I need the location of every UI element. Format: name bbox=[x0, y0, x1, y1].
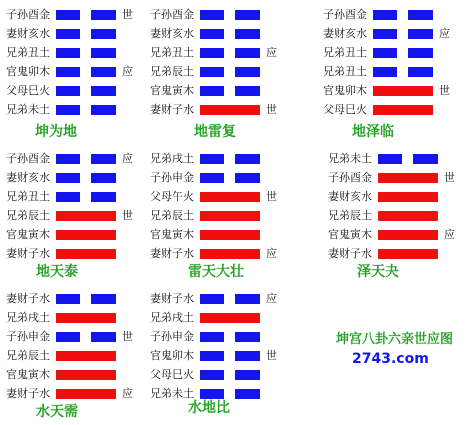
shi-ying-mark: 应 bbox=[444, 228, 455, 241]
hexagram-line bbox=[6, 309, 146, 329]
hexagram-name: 雷天大壮 bbox=[188, 264, 244, 280]
yin-line-bar-right bbox=[235, 389, 260, 399]
hexagram-line bbox=[150, 150, 290, 170]
yin-line-bar-left bbox=[200, 154, 224, 164]
yin-line-bar-left bbox=[200, 67, 224, 77]
hexagram-line bbox=[328, 207, 468, 227]
shi-ying-mark: 应 bbox=[122, 65, 133, 78]
line-label: 兄弟辰土 bbox=[328, 209, 372, 222]
yin-line-bar-left bbox=[56, 67, 80, 77]
yin-line-bar-left bbox=[378, 154, 402, 164]
yin-line-bar-left bbox=[56, 173, 80, 183]
hexagram-line bbox=[6, 44, 146, 64]
yin-line-bar-right bbox=[235, 294, 260, 304]
shi-ying-mark: 应 bbox=[122, 152, 133, 165]
yin-line-bar-left bbox=[200, 351, 224, 361]
line-label: 官鬼卯木 bbox=[150, 349, 194, 362]
line-label: 子孙申金 bbox=[150, 171, 194, 184]
yin-line-bar-left bbox=[200, 86, 224, 96]
yang-line-bar bbox=[56, 249, 116, 259]
hexagram-line bbox=[150, 188, 290, 208]
yin-line-bar-left bbox=[56, 48, 80, 58]
shi-ying-mark: 世 bbox=[266, 103, 277, 116]
yin-line-bar-right bbox=[408, 67, 433, 77]
yin-line-bar-left bbox=[56, 105, 80, 115]
hexagram-line bbox=[150, 25, 290, 45]
line-label: 官鬼寅木 bbox=[328, 228, 372, 241]
line-label: 兄弟辰土 bbox=[6, 209, 50, 222]
yin-line-bar-right bbox=[235, 29, 260, 39]
yin-line-bar-right bbox=[235, 370, 260, 380]
yin-line-bar-right bbox=[235, 67, 260, 77]
line-label: 兄弟戌土 bbox=[6, 311, 50, 324]
line-label: 兄弟戌土 bbox=[150, 311, 194, 324]
line-label: 兄弟丑土 bbox=[150, 46, 194, 59]
hexagram-line bbox=[150, 169, 290, 189]
hexagram-line bbox=[6, 188, 146, 208]
hexagram-line bbox=[150, 101, 290, 121]
shi-ying-mark: 应 bbox=[122, 387, 133, 400]
line-label: 官鬼寅木 bbox=[6, 228, 50, 241]
yang-line-bar bbox=[200, 211, 260, 221]
hexagram-line bbox=[150, 245, 290, 265]
hexagram-name: 水天需 bbox=[36, 404, 78, 420]
yin-line-bar-left bbox=[373, 67, 397, 77]
hexagram-line bbox=[6, 63, 146, 83]
hexagram-line bbox=[6, 25, 146, 45]
hexagram-line bbox=[328, 245, 468, 265]
yin-line-bar-left bbox=[200, 48, 224, 58]
hexagram-line bbox=[6, 150, 146, 170]
yin-line-bar-right bbox=[91, 10, 116, 20]
line-label: 兄弟辰土 bbox=[150, 65, 194, 78]
yin-line-bar-right bbox=[235, 154, 260, 164]
hexagram-name: 坤为地 bbox=[35, 124, 77, 140]
yang-line-bar bbox=[56, 351, 116, 361]
yin-line-bar-right bbox=[408, 29, 433, 39]
shi-ying-mark: 世 bbox=[266, 190, 277, 203]
line-label: 官鬼寅木 bbox=[6, 368, 50, 381]
yin-line-bar-right bbox=[408, 10, 433, 20]
hexagram-line bbox=[6, 347, 146, 367]
hexagram-line bbox=[6, 290, 146, 310]
hexagram-line bbox=[6, 245, 146, 265]
line-label: 官鬼寅木 bbox=[150, 84, 194, 97]
yang-line-bar bbox=[200, 192, 260, 202]
yang-line-bar bbox=[373, 86, 433, 96]
yang-line-bar bbox=[200, 313, 260, 323]
hexagram-line bbox=[323, 63, 463, 83]
line-label: 兄弟丑土 bbox=[6, 190, 50, 203]
line-label: 子孙酉金 bbox=[323, 8, 367, 21]
yin-line-bar-left bbox=[56, 332, 80, 342]
line-label: 父母午火 bbox=[150, 190, 194, 203]
hexagram-line bbox=[6, 328, 146, 348]
hexagram-line bbox=[150, 347, 290, 367]
line-label: 官鬼寅木 bbox=[150, 228, 194, 241]
hexagram-line bbox=[323, 44, 463, 64]
yang-line-bar bbox=[200, 249, 260, 259]
line-label: 子孙酉金 bbox=[6, 152, 50, 165]
yin-line-bar-left bbox=[200, 389, 224, 399]
yin-line-bar-right bbox=[413, 154, 438, 164]
hexagram-name: 地天泰 bbox=[36, 264, 78, 280]
yang-line-bar bbox=[200, 105, 260, 115]
hexagram-line bbox=[150, 328, 290, 348]
hexagram-line bbox=[150, 6, 290, 26]
site-label: 2743.com bbox=[352, 351, 429, 367]
yang-line-bar bbox=[56, 313, 116, 323]
line-label: 妻财子水 bbox=[6, 387, 50, 400]
shi-ying-mark: 世 bbox=[439, 84, 450, 97]
yin-line-bar-left bbox=[56, 10, 80, 20]
line-label: 兄弟戌土 bbox=[150, 152, 194, 165]
hexagram-line bbox=[150, 226, 290, 246]
yin-line-bar-right bbox=[91, 105, 116, 115]
line-label: 妻财子水 bbox=[6, 247, 50, 260]
yin-line-bar-left bbox=[200, 332, 224, 342]
line-label: 妻财子水 bbox=[150, 292, 194, 305]
yang-line-bar bbox=[56, 389, 116, 399]
hexagram-line bbox=[150, 290, 290, 310]
hexagram-line bbox=[150, 366, 290, 386]
hexagram-line bbox=[150, 82, 290, 102]
line-label: 兄弟丑土 bbox=[6, 46, 50, 59]
shi-ying-mark: 应 bbox=[439, 27, 450, 40]
line-label: 妻财亥水 bbox=[328, 190, 372, 203]
yin-line-bar-left bbox=[56, 29, 80, 39]
yin-line-bar-left bbox=[200, 173, 224, 183]
line-label: 兄弟辰土 bbox=[6, 349, 50, 362]
yin-line-bar-right bbox=[408, 48, 433, 58]
yang-line-bar bbox=[378, 211, 438, 221]
hexagram-line bbox=[323, 101, 463, 121]
yin-line-bar-left bbox=[373, 10, 397, 20]
yang-line-bar bbox=[378, 249, 438, 259]
hexagram-line bbox=[6, 385, 146, 405]
hexagram-name: 水地比 bbox=[188, 400, 230, 416]
shi-ying-mark: 世 bbox=[266, 349, 277, 362]
hexagram-line bbox=[328, 169, 468, 189]
line-label: 兄弟辰土 bbox=[150, 209, 194, 222]
line-label: 父母巳火 bbox=[323, 103, 367, 116]
hexagram-line bbox=[150, 44, 290, 64]
yin-line-bar-left bbox=[56, 192, 80, 202]
yang-line-bar bbox=[378, 230, 438, 240]
yang-line-bar bbox=[378, 192, 438, 202]
hexagram-line bbox=[150, 207, 290, 227]
yin-line-bar-left bbox=[56, 154, 80, 164]
line-label: 子孙申金 bbox=[150, 330, 194, 343]
shi-ying-mark: 世 bbox=[122, 209, 133, 222]
line-label: 父母巳火 bbox=[6, 84, 50, 97]
yang-line-bar bbox=[56, 230, 116, 240]
line-label: 妻财子水 bbox=[150, 247, 194, 260]
line-label: 子孙酉金 bbox=[328, 171, 372, 184]
hexagram-line bbox=[6, 101, 146, 121]
yin-line-bar-right bbox=[235, 351, 260, 361]
hexagram-line bbox=[328, 226, 468, 246]
line-label: 兄弟丑土 bbox=[323, 46, 367, 59]
yin-line-bar-right bbox=[235, 332, 260, 342]
yin-line-bar-left bbox=[200, 294, 224, 304]
shi-ying-mark: 应 bbox=[266, 46, 277, 59]
yin-line-bar-right bbox=[91, 48, 116, 58]
hexagram-line bbox=[6, 82, 146, 102]
hexagram-line bbox=[328, 150, 468, 170]
line-label: 子孙申金 bbox=[6, 330, 50, 343]
line-label: 官鬼卯木 bbox=[6, 65, 50, 78]
line-label: 妻财亥水 bbox=[6, 27, 50, 40]
yin-line-bar-right bbox=[91, 154, 116, 164]
yang-line-bar bbox=[56, 370, 116, 380]
line-label: 兄弟未土 bbox=[328, 152, 372, 165]
hexagram-name: 地泽临 bbox=[352, 124, 394, 140]
line-label: 兄弟未土 bbox=[6, 103, 50, 116]
shi-ying-mark: 世 bbox=[122, 330, 133, 343]
hexagram-line bbox=[6, 6, 146, 26]
hexagram-line bbox=[328, 188, 468, 208]
line-label: 妻财亥水 bbox=[323, 27, 367, 40]
yin-line-bar-right bbox=[235, 173, 260, 183]
hexagram-line bbox=[323, 82, 463, 102]
diagram-title: 坤宫八卦六亲世应图 bbox=[336, 332, 454, 347]
line-label: 子孙酉金 bbox=[6, 8, 50, 21]
line-label: 妻财子水 bbox=[150, 103, 194, 116]
yang-line-bar bbox=[378, 173, 438, 183]
yin-line-bar-right bbox=[91, 29, 116, 39]
shi-ying-mark: 世 bbox=[122, 8, 133, 21]
yin-line-bar-right bbox=[91, 192, 116, 202]
yin-line-bar-left bbox=[200, 370, 224, 380]
hexagram-line bbox=[6, 169, 146, 189]
yin-line-bar-right bbox=[91, 173, 116, 183]
yin-line-bar-right bbox=[91, 294, 116, 304]
yin-line-bar-right bbox=[91, 86, 116, 96]
yin-line-bar-right bbox=[91, 332, 116, 342]
yin-line-bar-left bbox=[56, 294, 80, 304]
yin-line-bar-right bbox=[235, 48, 260, 58]
line-label: 父母巳火 bbox=[150, 368, 194, 381]
line-label: 妻财亥水 bbox=[6, 171, 50, 184]
yin-line-bar-left bbox=[373, 48, 397, 58]
yin-line-bar-right bbox=[91, 67, 116, 77]
yin-line-bar-left bbox=[200, 10, 224, 20]
line-label: 妻财亥水 bbox=[150, 27, 194, 40]
yang-line-bar bbox=[200, 230, 260, 240]
shi-ying-mark: 世 bbox=[444, 171, 455, 184]
shi-ying-mark: 应 bbox=[266, 292, 277, 305]
hexagram-line bbox=[150, 309, 290, 329]
hexagram-name: 泽天夬 bbox=[357, 264, 399, 280]
yin-line-bar-right bbox=[235, 86, 260, 96]
line-label: 子孙酉金 bbox=[150, 8, 194, 21]
yin-line-bar-right bbox=[235, 10, 260, 20]
hexagram-line bbox=[6, 366, 146, 386]
hexagram-name: 地雷复 bbox=[194, 124, 236, 140]
shi-ying-mark: 应 bbox=[266, 247, 277, 260]
hexagram-line bbox=[323, 25, 463, 45]
hexagram-line bbox=[6, 226, 146, 246]
hexagram-line bbox=[6, 207, 146, 227]
yin-line-bar-left bbox=[200, 29, 224, 39]
yang-line-bar bbox=[373, 105, 433, 115]
line-label: 官鬼卯木 bbox=[323, 84, 367, 97]
yin-line-bar-left bbox=[56, 86, 80, 96]
line-label: 妻财子水 bbox=[6, 292, 50, 305]
line-label: 兄弟未土 bbox=[150, 387, 194, 400]
line-label: 兄弟丑土 bbox=[323, 65, 367, 78]
yang-line-bar bbox=[56, 211, 116, 221]
yin-line-bar-left bbox=[373, 29, 397, 39]
hexagram-line bbox=[323, 6, 463, 26]
hexagram-line bbox=[150, 63, 290, 83]
line-label: 妻财子水 bbox=[328, 247, 372, 260]
